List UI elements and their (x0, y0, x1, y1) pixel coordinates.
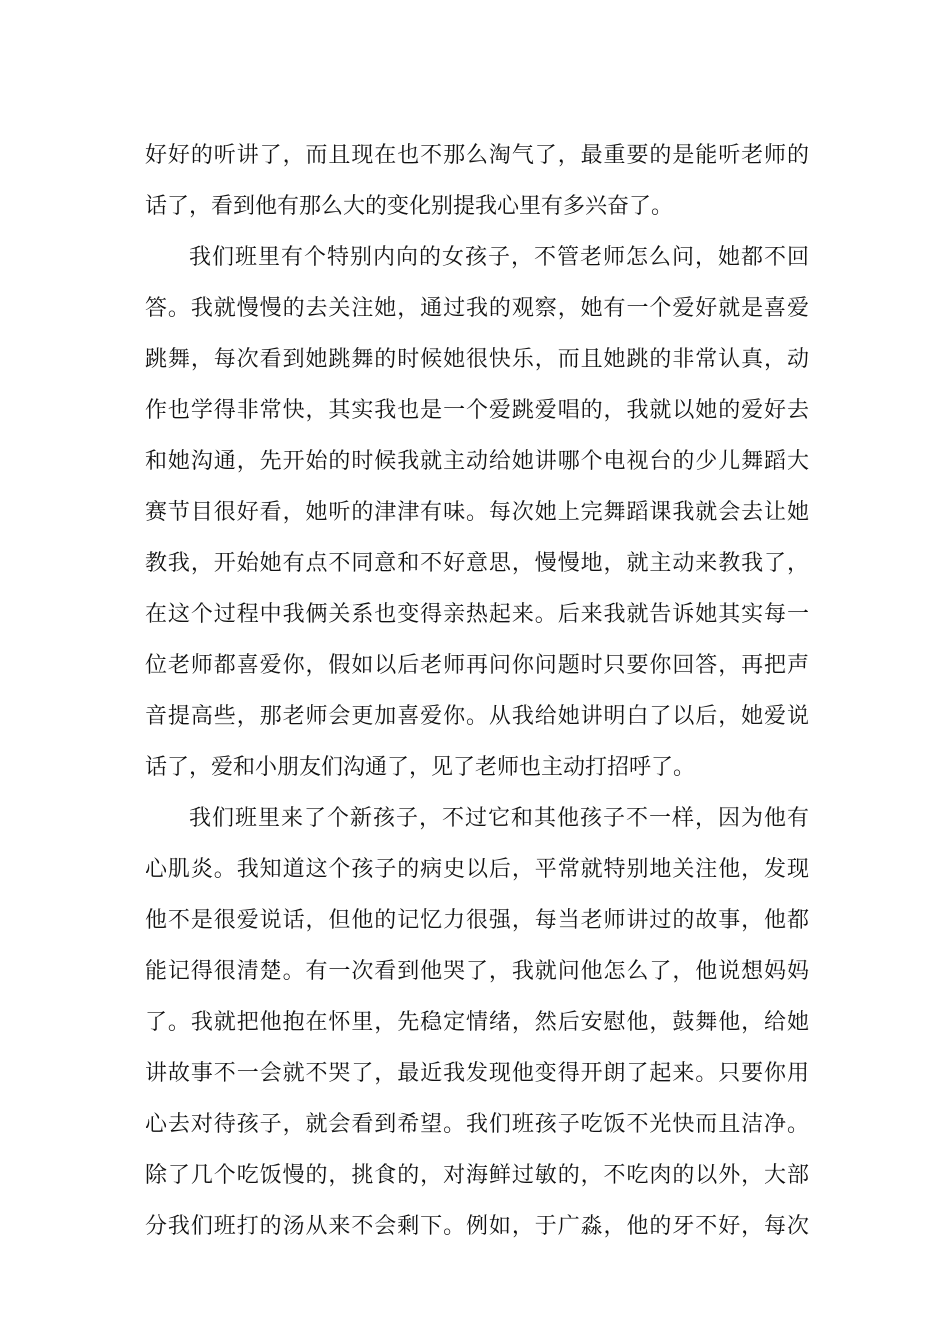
text-line: 能记得很清楚。有一次看到他哭了，我就问他怎么了，他说想妈妈 (145, 959, 809, 984)
text-line: 除了几个吃饭慢的，挑食的，对海鲜过敏的，不吃肉的以外，大部 (145, 1163, 809, 1188)
text-line: 他不是很爱说话，但他的记忆力很强，每当老师讲过的故事，他都 (145, 908, 809, 933)
text-line: 跳舞，每次看到她跳舞的时候她很快乐，而且她跳的非常认真，动 (145, 347, 809, 372)
text-line: 好好的听讲了，而且现在也不那么淘气了，最重要的是能听老师的 (145, 143, 809, 168)
text-line: 位老师都喜爱你，假如以后老师再问你问题时只要你回答，再把声 (145, 653, 809, 678)
paragraph-first-line: 我们班里来了个新孩子，不过它和其他孩子不一样，因为他有 (189, 806, 809, 831)
text-line: 话了，看到他有那么大的变化别提我心里有多兴奋了。 (145, 194, 674, 219)
text-line: 分我们班打的汤从来不会剩下。例如，于广淼，他的牙不好，每次 (145, 1214, 809, 1239)
text-line: 了。我就把他抱在怀里，先稳定情绪，然后安慰他，鼓舞他，给她 (145, 1010, 809, 1035)
text-line: 和她沟通，先开始的时候我就主动给她讲哪个电视台的少儿舞蹈大 (145, 449, 809, 474)
document-body (145, 130, 809, 1252)
text-line: 答。我就慢慢的去关注她，通过我的观察，她有一个爱好就是喜爱 (145, 296, 809, 321)
text-line: 讲故事不一会就不哭了，最近我发现他变得开朗了起来。只要你用 (145, 1061, 809, 1086)
text-line: 心肌炎。我知道这个孩子的病史以后，平常就特别地关注他，发现 (145, 857, 809, 882)
text-line: 话了，爱和小朋友们沟通了，见了老师也主动打招呼了。 (145, 755, 696, 780)
text-line: 音提高些，那老师会更加喜爱你。从我给她讲明白了以后，她爱说 (145, 704, 809, 729)
text-line: 在这个过程中我俩关系也变得亲热起来。后来我就告诉她其实每一 (145, 602, 809, 627)
text-line: 教我，开始她有点不同意和不好意思，慢慢地，就主动来教我了， (145, 551, 809, 576)
text-line: 心去对待孩子，就会看到希望。我们班孩子吃饭不光快而且洁净。 (145, 1112, 809, 1137)
text-line: 作也学得非常快，其实我也是一个爱跳爱唱的，我就以她的爱好去 (145, 398, 809, 423)
paragraph-first-line: 我们班里有个特别内向的女孩子，不管老师怎么问，她都不回 (189, 245, 809, 270)
text-line: 赛节目很好看，她听的津津有味。每次她上完舞蹈课我就会去让她 (145, 500, 809, 525)
